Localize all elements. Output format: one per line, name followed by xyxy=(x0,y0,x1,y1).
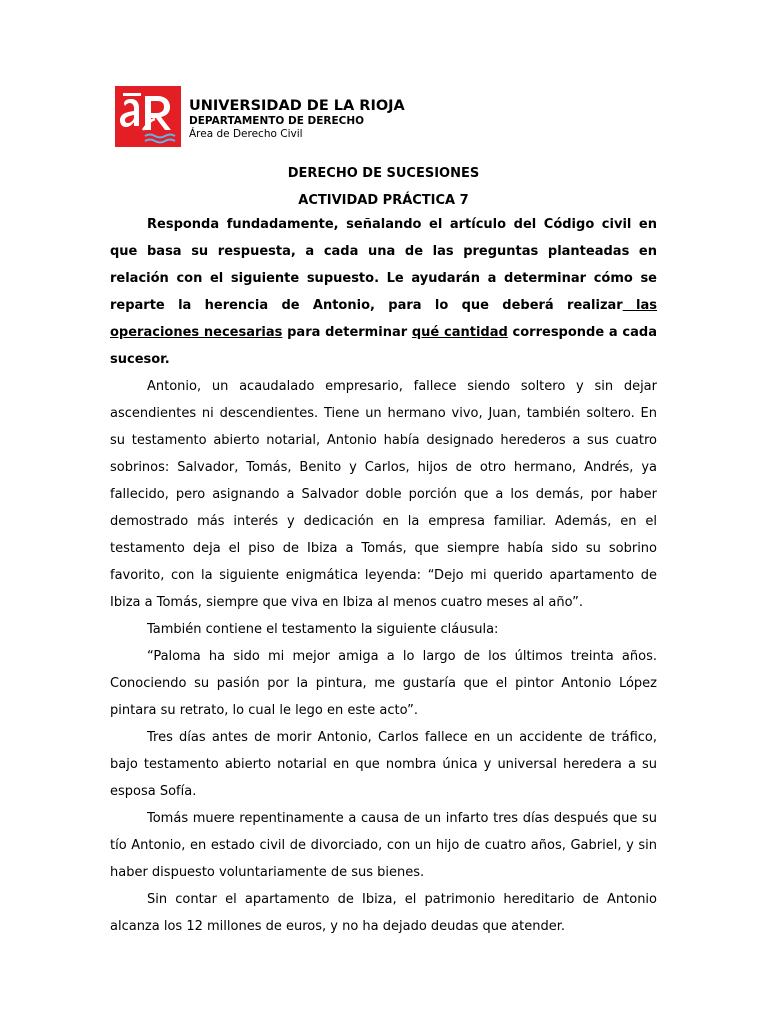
document-body xyxy=(110,211,657,940)
carlos-paragraph: Tres días antes de morir Antonio, Carlos fallece en un accidente de tráfico, bajo testamento abierto notarial en que nombra única y universal heredera a su esposa Sofía. xyxy=(110,730,657,799)
instructions-text-1: Responda fundadamente, señalando el artículo del Código civil en que basa su respuesta, a cada una de las preguntas planteadas en relación con el siguiente supuesto. Le ayudarán a determinar cómo se reparte la herencia de Antonio, para lo que deberá realizar xyxy=(110,217,657,313)
instructions-text-3: corresponde a cada sucesor. xyxy=(110,325,657,367)
area-name: Área de Derecho Civil xyxy=(189,128,303,140)
instructions-paragraph xyxy=(110,211,657,373)
tomas-paragraph: Tomás muere repentinamente a causa de un infarto tres días después que su tío Antonio, en estado civil de divorciado, con un hijo de cuatro años, Gabriel, y sin haber dispuesto voluntariamente de sus bienes. xyxy=(110,811,657,880)
instructions-underline-1: las operaciones necesarias xyxy=(110,298,657,340)
institution-block xyxy=(189,97,405,141)
estate-paragraph: Sin contar el apartamento de Ibiza, el patrimonio hereditario de Antonio alcanza los 12 millones de euros, y no ha dejado deudas que atender. xyxy=(110,892,657,934)
university-name: UNIVERSIDAD DE LA RIOJA xyxy=(189,98,405,114)
subject-title: DERECHO DE SUCESIONES xyxy=(287,166,480,181)
clause-intro-paragraph: También contiene el testamento la siguiente cláusula: xyxy=(147,622,499,637)
instructions-text-2: para determinar xyxy=(282,325,412,340)
clause-quote-paragraph: “Paloma ha sido mi mejor amiga a lo largo de los últimos treinta años. Conociendo su pasión por la pintura, me gustaría que el pintor Antonio López pintara su retrato, lo cual le lego en este acto”. xyxy=(110,649,657,718)
case-paragraph: Antonio, un acaudalado empresario, fallece siendo soltero y sin dejar ascendientes ni descendientes. Tiene un hermano vivo, Juan, también soltero. En su testamento abierto notarial, Antonio había designado herederos a sus cuatro sobrinos: Salvador, Tomás, Benito y Carlos, hijos de otro hermano, Andrés, ya fallecido, pero asignando a Salvador doble porción que a los demás, por haber demostrado más interés y dedicación en la empresa familiar. Además, en el testamento deja el piso de Ibiza a Tomás, que siempre había sido su sobrino favorito, con la siguiente enigmática leyenda: “Dejo mi querido apartamento de Ibiza a Tomás, siempre que viva en Ibiza al menos cuatro meses al año”. xyxy=(110,379,657,610)
department-name: DEPARTAMENTO DE DERECHO xyxy=(189,115,365,127)
letterhead xyxy=(115,86,675,148)
activity-title: ACTIVIDAD PRÁCTICA 7 xyxy=(298,193,469,208)
university-logo xyxy=(115,86,181,147)
instructions-underline-2: qué cantidad xyxy=(411,325,508,340)
university-logo-icon xyxy=(115,86,181,147)
document-titles xyxy=(110,160,657,214)
